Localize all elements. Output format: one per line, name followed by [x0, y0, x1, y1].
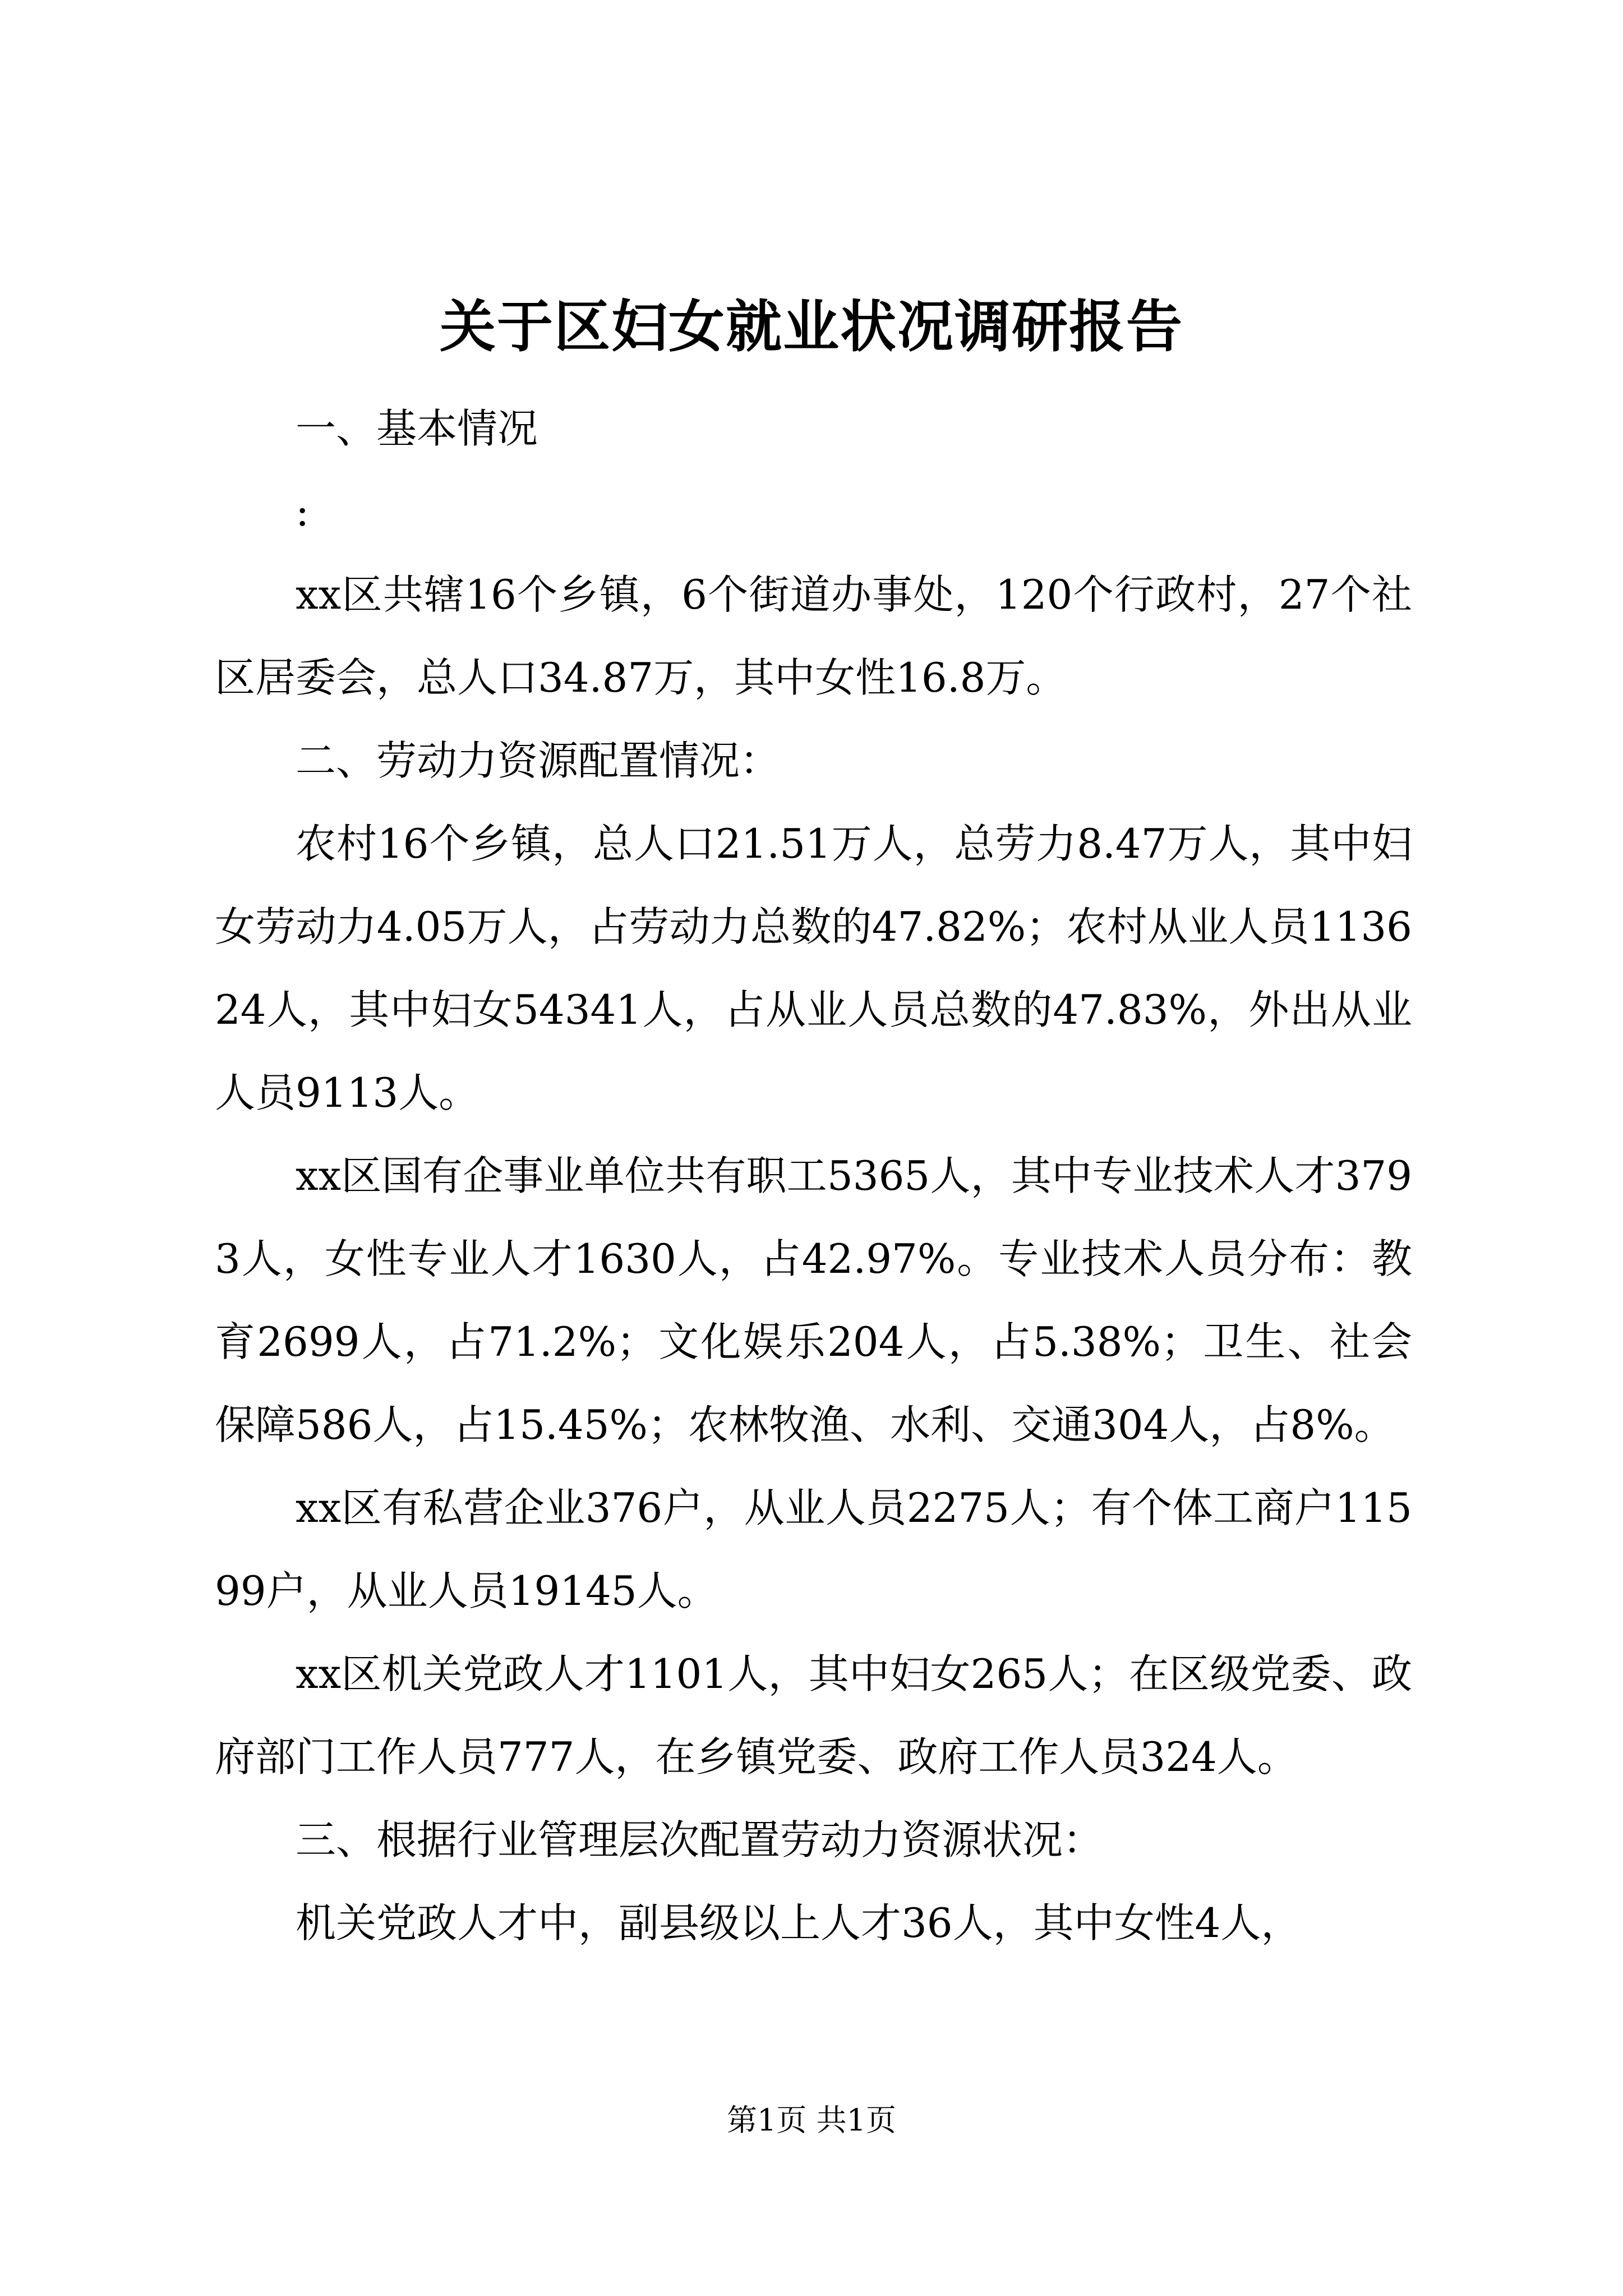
paragraph-government-talent: xx区机关党政人才1101人，其中妇女265人；在区级党委、政府部门工作人员777人，在乡镇党委、政府工作人员324人。	[215, 1650, 1412, 1780]
document-title: 关于区妇女就业状况调研报告	[440, 293, 1183, 360]
paragraph-private-enterprises: xx区有私营企业376户，从业人员2275人；有个体工商户11599户，从业人员19145人。	[215, 1484, 1412, 1614]
section-heading-industry: 三、根据行业管理层次配置劳动力资源状况：	[296, 1816, 1104, 1864]
paragraph-leadership-talent: 机关党政人才中，副县级以上人才36人，其中女性4人，	[296, 1899, 1302, 1947]
paragraph-state-enterprises: xx区国有企事业单位共有职工5365人，其中专业技术人才3793人，女性专业人才1630人，占42.97%。专业技术人员分布：教育2699人，占71.2%；文化娱乐204人，占5.38%；卫生、社会保障586人，占15.45%；农林牧渔、水利、交通304人，占8%。	[215, 1152, 1412, 1448]
page-footer: 第1页 共1页	[727, 2102, 896, 2138]
paragraph-rural-labor: 农村16个乡镇，总人口21.51万人，总劳力8.47万人，其中妇女劳动力4.05万人，占劳动力总数的47.82%；农村从业人员113624人，其中妇女54341人，占从业人员总数的47.83%，外出从业人员9113人。	[215, 820, 1412, 1116]
colon-line: :	[296, 488, 310, 535]
document-body	[215, 387, 1412, 1964]
section-heading-basic: 一、基本情况	[296, 405, 538, 452]
section-heading-labor: 二、劳动力资源配置情况：	[296, 737, 781, 784]
paragraph-basic-stats: xx区共辖16个乡镇，6个街道办事处，120个行政村，27个社区居委会，总人口34.87万，其中女性16.8万。	[215, 571, 1412, 701]
